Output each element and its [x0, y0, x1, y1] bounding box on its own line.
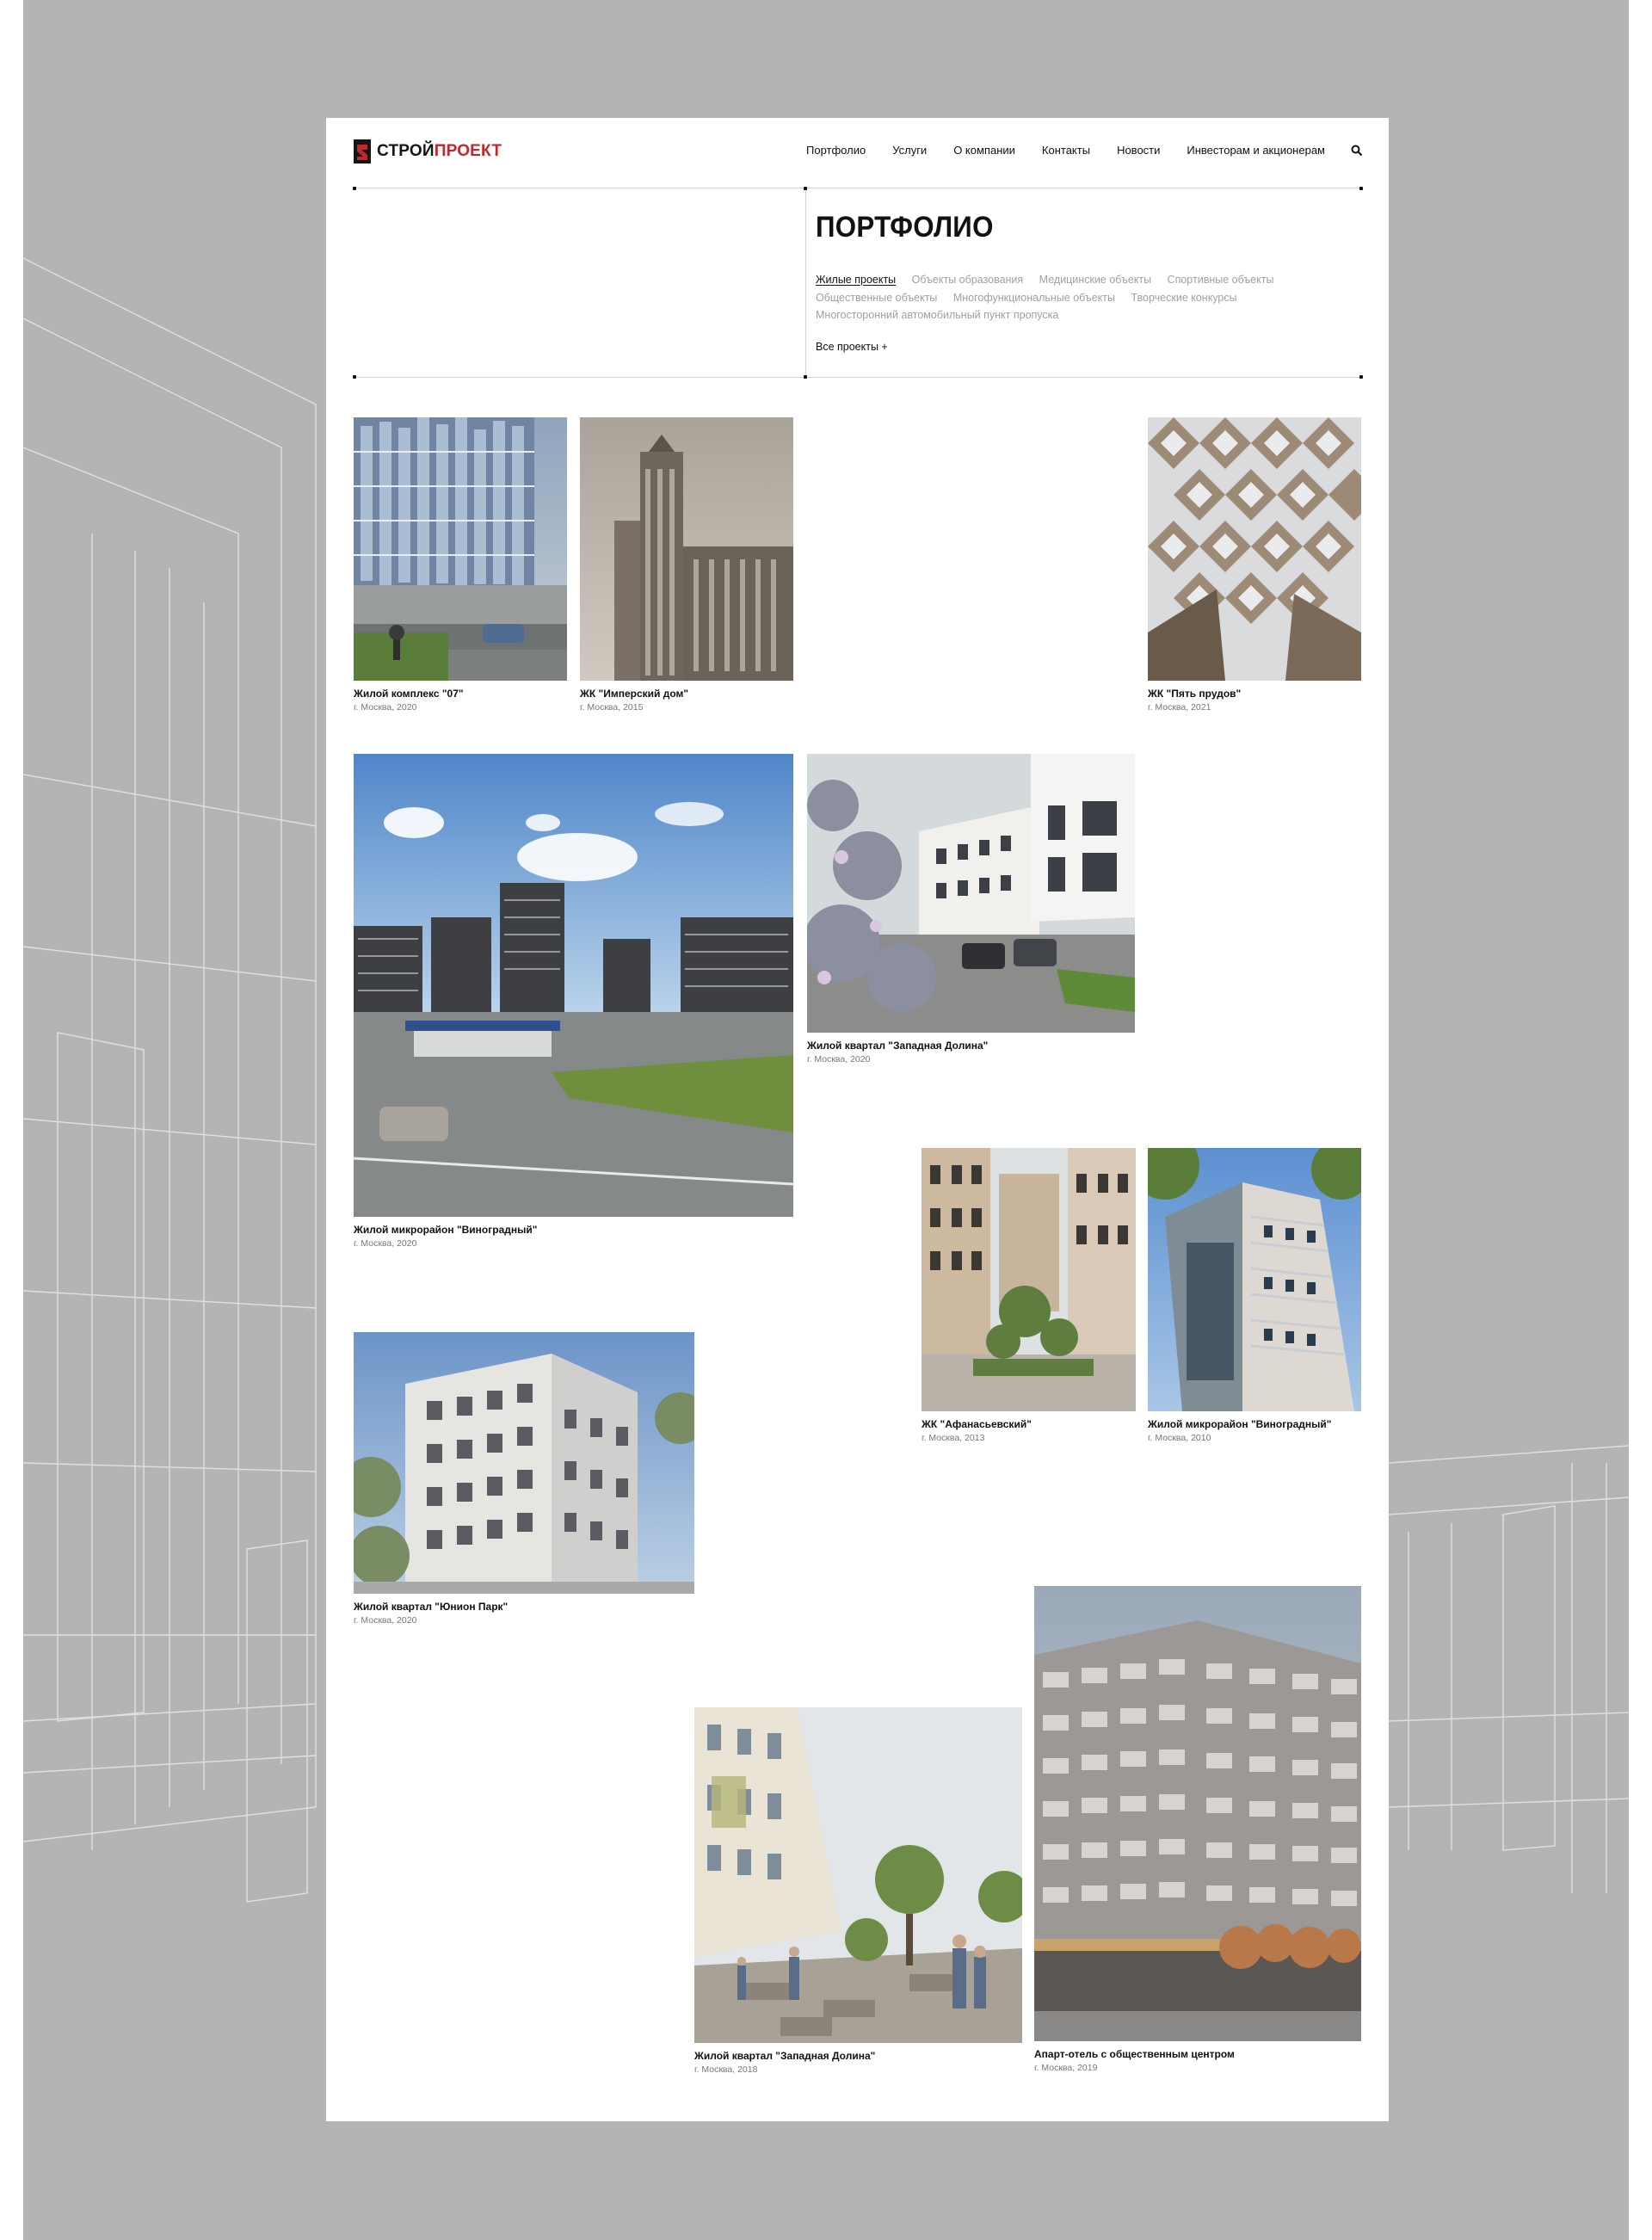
- project-meta: г. Москва, 2010: [1148, 1433, 1211, 1443]
- project-card[interactable]: [1148, 1148, 1361, 1443]
- category-filters: [816, 271, 1349, 324]
- project-card[interactable]: [354, 1332, 694, 1626]
- project-photo: [1034, 1586, 1361, 2041]
- corner-dot: [1359, 375, 1363, 379]
- corner-dot: [353, 375, 356, 379]
- brand-name-part2: ПРОЕКТ: [434, 142, 502, 160]
- hero-vertical-divider: [805, 188, 806, 378]
- nav-item-about[interactable]: О компании: [953, 144, 1015, 157]
- nav-item-investors[interactable]: Инвесторам и акционерам: [1187, 144, 1325, 157]
- brand-logo[interactable]: [353, 137, 502, 166]
- project-card[interactable]: [922, 1148, 1136, 1443]
- project-card[interactable]: [1148, 417, 1361, 713]
- project-meta: г. Москва, 2020: [354, 1615, 417, 1626]
- page-title: ПОРТФОЛИО: [816, 211, 994, 244]
- project-card[interactable]: [807, 754, 1135, 1064]
- filter-checkpoint[interactable]: Многосторонний автомобильный пункт пропуска: [816, 309, 1059, 321]
- project-photo: [354, 1332, 694, 1594]
- main-nav: [780, 144, 1363, 157]
- project-photo: [354, 754, 793, 1217]
- filter-residential[interactable]: Жилые проекты: [816, 274, 897, 286]
- filter-sport[interactable]: Спортивные объекты: [1167, 274, 1274, 286]
- project-title: Жилой квартал "Западная Долина": [694, 2050, 876, 2062]
- project-photo: [922, 1148, 1136, 1411]
- project-title: Жилой квартал "Юнион Парк": [354, 1601, 509, 1613]
- filter-competitions[interactable]: Творческие конкурсы: [1131, 291, 1237, 304]
- project-title: Жилой микрорайон "Виноградный": [354, 1224, 538, 1236]
- search-icon[interactable]: [1351, 145, 1363, 157]
- nav-item-services[interactable]: Услуги: [892, 144, 928, 157]
- corner-dot: [804, 187, 807, 190]
- project-title: ЖК "Пять прудов": [1148, 688, 1242, 700]
- project-card[interactable]: [694, 1707, 1022, 2075]
- project-meta: г. Москва, 2020: [354, 702, 417, 713]
- project-photo: [1148, 1148, 1361, 1411]
- project-title: Апарт-отель с общественным центром: [1034, 2048, 1235, 2060]
- brand-name-part1: СТРОЙ: [377, 142, 435, 160]
- nav-item-news[interactable]: Новости: [1117, 144, 1161, 157]
- project-photo: [580, 417, 793, 681]
- background-panel: [23, 0, 1629, 2240]
- project-meta: г. Москва, 2019: [1034, 2063, 1098, 2073]
- project-photo: [807, 754, 1135, 1033]
- corner-dot: [353, 187, 356, 190]
- project-meta: г. Москва, 2015: [580, 702, 644, 713]
- nav-item-contacts[interactable]: Контакты: [1041, 144, 1091, 157]
- project-meta: г. Москва, 2021: [1148, 702, 1211, 713]
- project-card[interactable]: [354, 754, 793, 1249]
- project-title: ЖК "Афанасьевский": [922, 1418, 1032, 1430]
- project-meta: г. Москва, 2013: [922, 1433, 985, 1443]
- project-title: Жилой квартал "Западная Долина": [807, 1040, 989, 1052]
- site-page: [326, 118, 1389, 2121]
- project-meta: г. Москва, 2018: [694, 2064, 758, 2075]
- project-card[interactable]: [354, 417, 567, 713]
- corner-dot: [1359, 187, 1363, 190]
- nav-item-portfolio[interactable]: Портфолио: [806, 144, 866, 157]
- corner-dot: [804, 375, 807, 379]
- filter-education[interactable]: Объекты образования: [911, 274, 1024, 286]
- project-photo: [1148, 417, 1361, 681]
- project-meta: г. Москва, 2020: [807, 1054, 871, 1064]
- logo-mark-icon: [353, 138, 372, 165]
- project-title: Жилой комплекс "07": [354, 688, 464, 700]
- project-photo: [354, 417, 567, 681]
- project-photo: [694, 1707, 1022, 2043]
- project-meta: г. Москва, 2020: [354, 1238, 417, 1249]
- filter-multifunctional[interactable]: Многофункциональные объекты: [952, 291, 1115, 304]
- project-title: Жилой микрорайон "Виноградный": [1148, 1418, 1332, 1430]
- hero-bottom-divider: [354, 377, 1361, 378]
- all-projects-link[interactable]: Все проекты +: [816, 341, 888, 353]
- filter-public[interactable]: Общественные объекты: [816, 291, 938, 304]
- project-card[interactable]: [580, 417, 793, 713]
- project-card[interactable]: [1034, 1586, 1361, 2073]
- project-title: ЖК "Имперский дом": [580, 688, 689, 700]
- filter-medical[interactable]: Медицинские объекты: [1039, 274, 1152, 286]
